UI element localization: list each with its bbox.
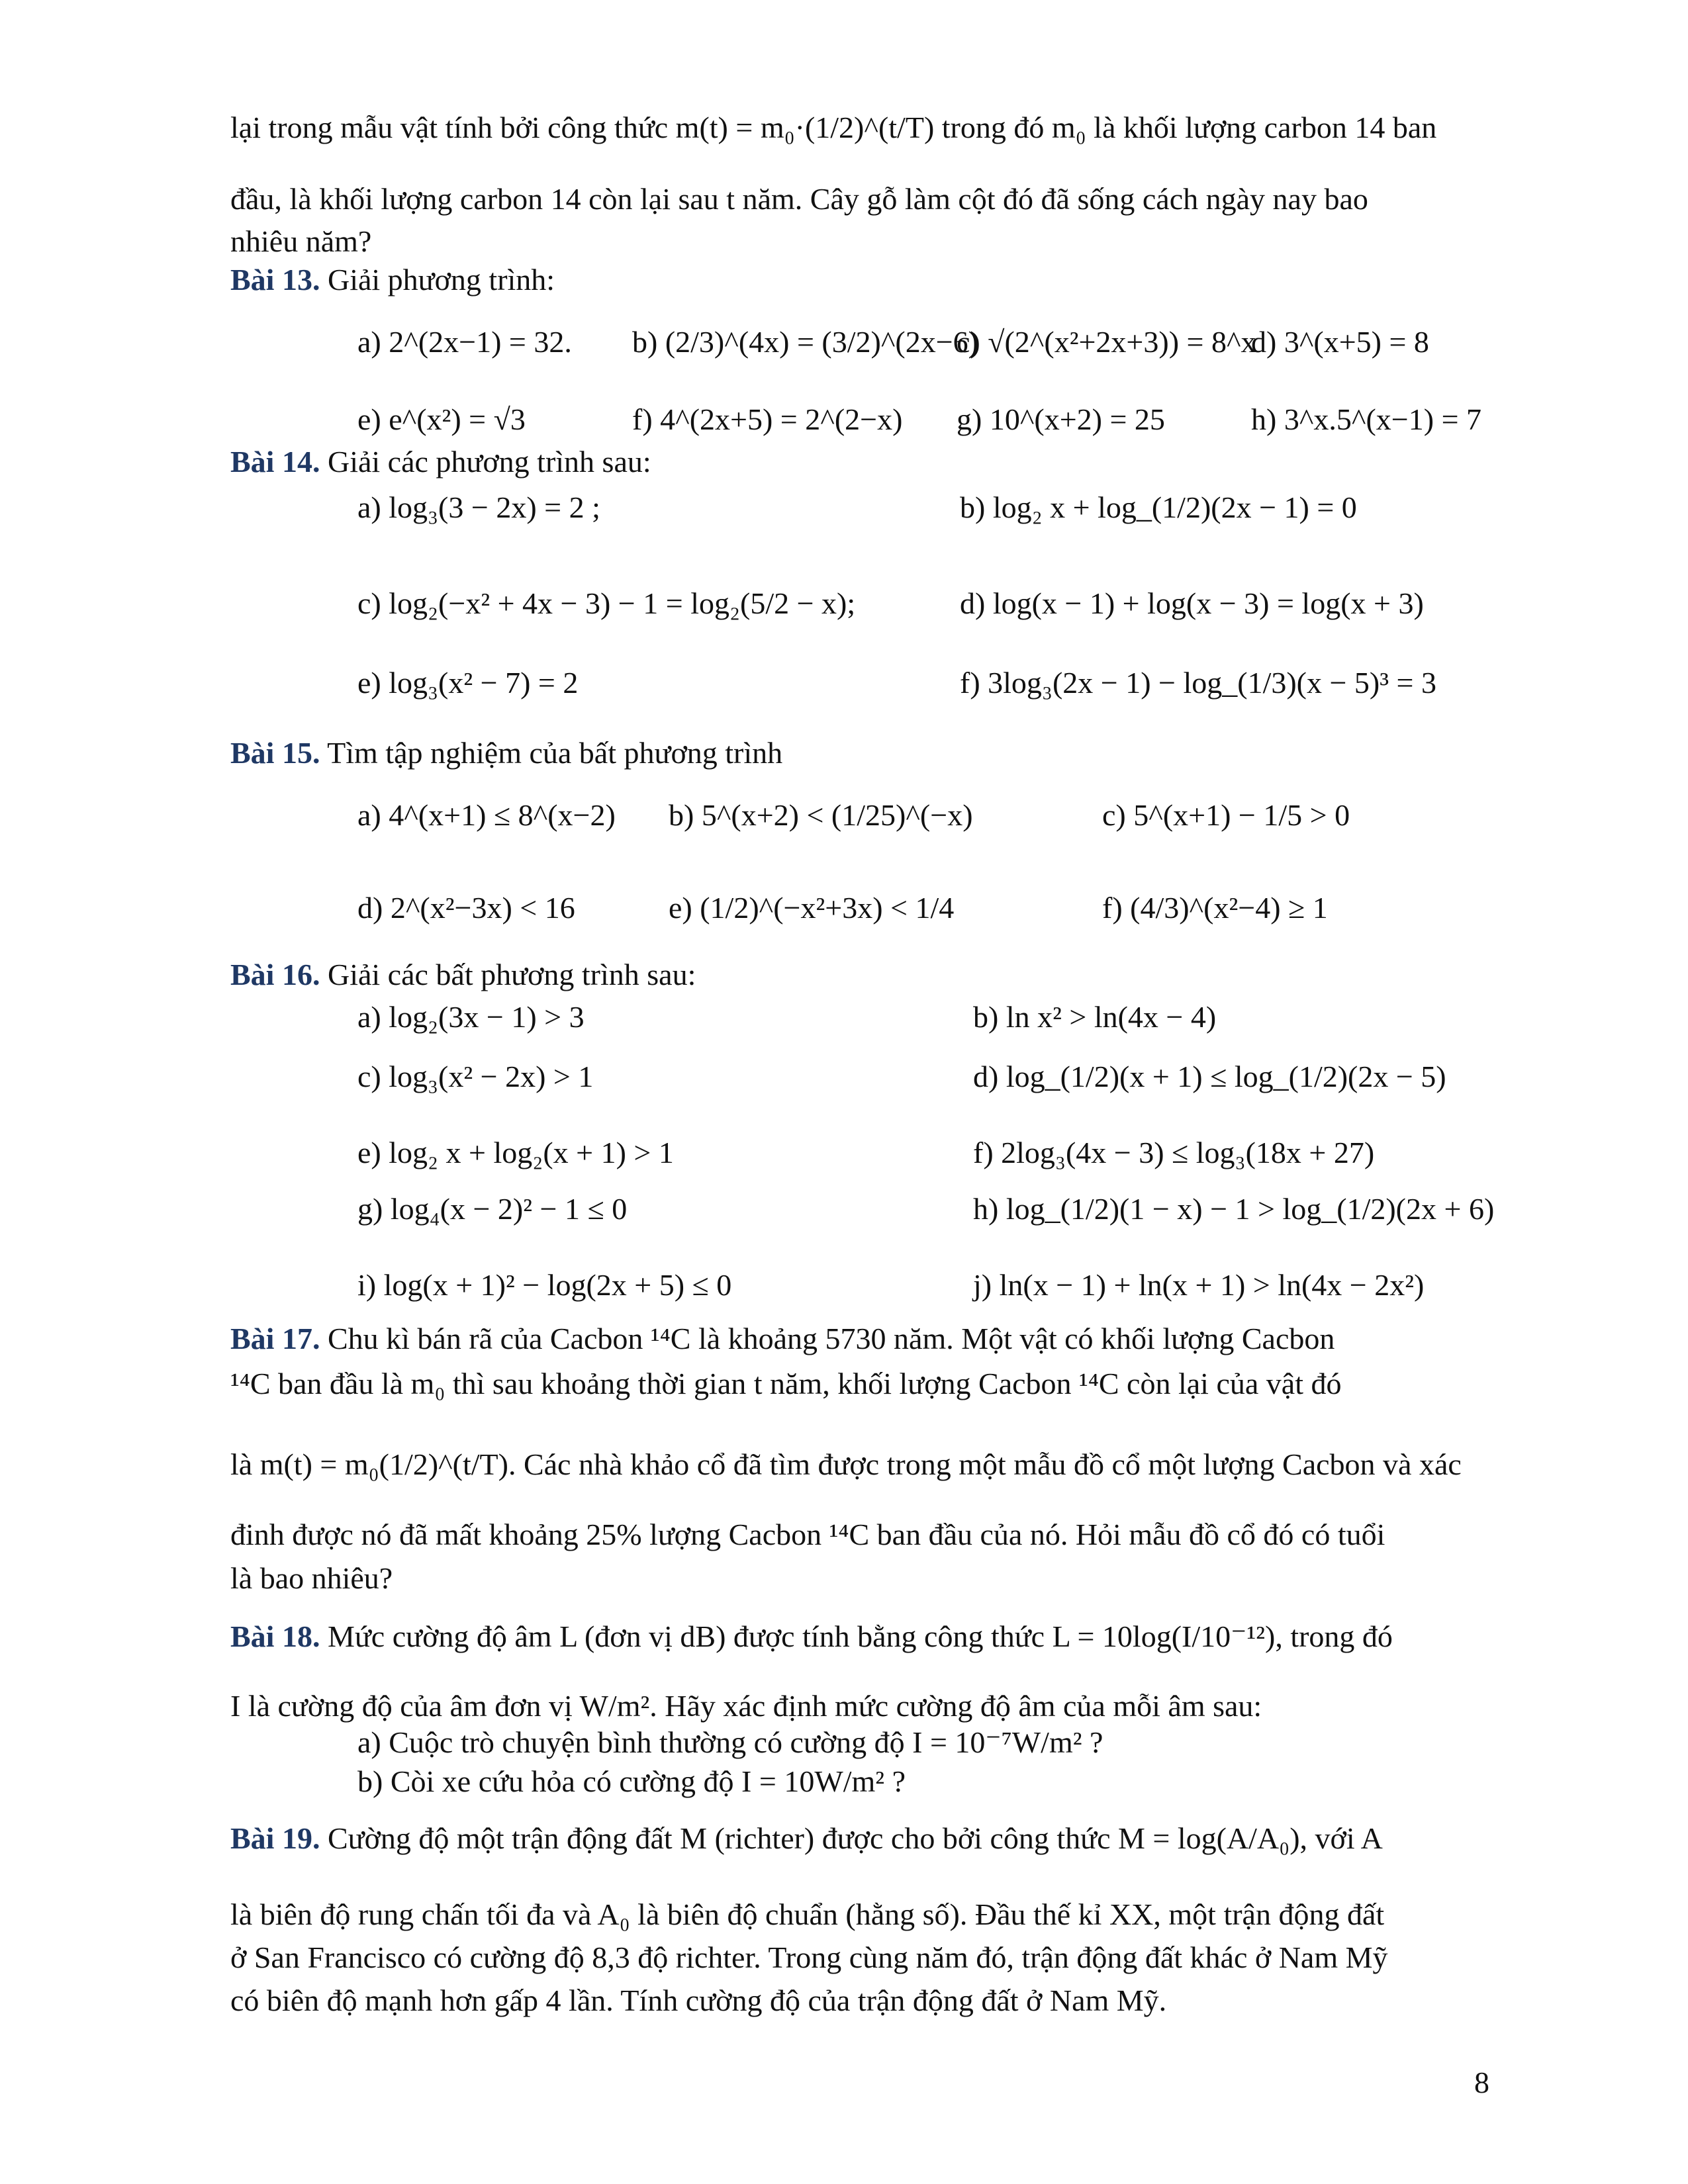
exercise-15-item-a: a) 4^(x+1) ≤ 8^(x−2) <box>357 798 616 832</box>
exercise-16-heading <box>230 953 696 997</box>
exercise-16-item-d: d) log_(1/2)(x + 1) ≤ log_(1/2)(2x − 5) <box>973 1060 1446 1093</box>
exercise-17-line-2: ¹⁴C ban đầu là m₀ thì sau khoảng thời gian t năm, khối lượng Cacbon ¹⁴C còn lại của vật đó <box>230 1367 1342 1400</box>
exercise-16-item-f: f) 2log₃(4x − 3) ≤ log₃(18x + 27) <box>973 1136 1375 1169</box>
exercise-16-item-a: a) log₂(3x − 1) > 3 <box>357 1000 585 1034</box>
exercise-18-text-1: Mức cường độ âm L (đơn vị dB) được tính bằng công thức L = 10log(I/10⁻¹²), trong đó <box>327 1619 1393 1653</box>
intro-line-1: lại trong mẫu vật tính bởi công thức m(t) = m₀·(1/2)^(t/T) trong đó m₀ là khối lượng carbon 14 ban <box>230 111 1437 144</box>
exercise-13-item-d: d) 3^(x+5) = 8 <box>1251 325 1429 359</box>
exercise-18-item-a: a) Cuộc trò chuyện bình thường có cường độ I = 10⁻⁷W/m² ? <box>357 1725 1103 1759</box>
exercise-14-item-d: d) log(x − 1) + log(x − 3) = log(x + 3) <box>960 586 1424 620</box>
exercise-16-item-g: g) log₄(x − 2)² − 1 ≤ 0 <box>357 1192 628 1226</box>
exercise-16-item-b: b) ln x² > ln(4x − 4) <box>973 1000 1217 1034</box>
exercise-16-item-h: h) log_(1/2)(1 − x) − 1 > log_(1/2)(2x + 6) <box>973 1192 1495 1226</box>
exercise-13-item-e: e) e^(x²) = √3 <box>357 402 526 436</box>
exercise-13-item-c: c) √(2^(x²+2x+3)) = 8^x <box>957 325 1256 359</box>
exercise-14-text: Giải các phương trình sau: <box>327 445 651 478</box>
exercise-15-item-c: c) 5^(x+1) − 1/5 > 0 <box>1102 798 1350 832</box>
exercise-19-line-1 <box>230 1817 1497 1861</box>
exercise-17-title: Bài 17. <box>230 1322 320 1355</box>
exercise-14-item-c: c) log₂(−x² + 4x − 3) − 1 = log₂(5/2 − x); <box>357 586 856 620</box>
exercise-19-line-4: có biên độ mạnh hơn gấp 4 lần. Tính cường độ của trận động đất ở Nam Mỹ. <box>230 1983 1167 2017</box>
exercise-13-item-a: a) 2^(2x−1) = 32. <box>357 325 572 359</box>
exercise-13-heading <box>230 258 555 302</box>
exercise-15-item-e: e) (1/2)^(−x²+3x) < 1/4 <box>669 891 955 925</box>
exercise-15-title: Bài 15. <box>230 736 320 770</box>
exercise-18-item-b: b) Còi xe cứu hỏa có cường độ I = 10W/m² ? <box>357 1764 906 1798</box>
exercise-14-title: Bài 14. <box>230 445 320 478</box>
exercise-14-item-f: f) 3log₃(2x − 1) − log_(1/3)(x − 5)³ = 3 <box>960 666 1436 700</box>
intro-line-3: nhiêu năm? <box>230 224 372 258</box>
exercise-19-line-3: ở San Francisco có cường độ 8,3 độ richter. Trong cùng năm đó, trận động đất khác ở Nam Mỹ <box>230 1940 1388 1974</box>
exercise-13-item-g: g) 10^(x+2) = 25 <box>957 402 1165 436</box>
exercise-13-text: Giải phương trình: <box>327 263 555 296</box>
exercise-18-line-2: I là cường độ của âm đơn vị W/m². Hãy xác định mức cường độ âm của mỗi âm sau: <box>230 1689 1262 1723</box>
exercise-14-item-a: a) log₃(3 − 2x) = 2 ; <box>357 490 600 524</box>
exercise-19-text-1: Cường độ một trận động đất M (richter) được cho bởi công thức M = log(A/A₀), với A <box>327 1821 1383 1855</box>
exercise-16-title: Bài 16. <box>230 958 320 991</box>
exercise-15-item-d: d) 2^(x²−3x) < 16 <box>357 891 575 925</box>
exercise-14-heading <box>230 440 651 484</box>
exercise-16-item-c: c) log₃(x² − 2x) > 1 <box>357 1060 594 1093</box>
exercise-18-line-1 <box>230 1615 1497 1659</box>
exercise-17-line-3: là m(t) = m₀(1/2)^(t/T). Các nhà khảo cổ đã tìm được trong một mẫu đồ cổ một lượng Cacbon và xác <box>230 1447 1462 1481</box>
exercise-16-text: Giải các bất phương trình sau: <box>327 958 696 991</box>
exercise-19-title: Bài 19. <box>230 1821 320 1855</box>
intro-line-2: đầu, là khối lượng carbon 14 còn lại sau t năm. Cây gỗ làm cột đó đã sống cách ngày nay bao <box>230 182 1368 216</box>
exercise-15-item-f: f) (4/3)^(x²−4) ≥ 1 <box>1102 891 1328 925</box>
exercise-14-item-b: b) log₂ x + log_(1/2)(2x − 1) = 0 <box>960 490 1357 524</box>
exercise-17-line-5: là bao nhiêu? <box>230 1561 393 1595</box>
exercise-13-item-b: b) (2/3)^(4x) = (3/2)^(2x−6) <box>632 325 978 359</box>
page-number: 8 <box>1474 2066 1489 2099</box>
exercise-13-item-h: h) 3^x.5^(x−1) = 7 <box>1251 402 1482 436</box>
exercise-15-heading <box>230 731 782 776</box>
exercise-16-item-j: j) ln(x − 1) + ln(x + 1) > ln(4x − 2x²) <box>973 1268 1425 1302</box>
exercise-19-line-2: là biên độ rung chấn tối đa và A₀ là biên độ chuẩn (hằng số). Đầu thế kỉ XX, một trận động đất <box>230 1897 1385 1931</box>
exercise-13-item-f: f) 4^(2x+5) = 2^(2−x) <box>632 402 903 436</box>
exercise-13-title: Bài 13. <box>230 263 320 296</box>
exercise-14-item-e: e) log₃(x² − 7) = 2 <box>357 666 579 700</box>
exercise-16-item-i: i) log(x + 1)² − log(2x + 5) ≤ 0 <box>357 1268 732 1302</box>
exercise-17-line-4: đinh được nó đã mất khoảng 25% lượng Cacbon ¹⁴C ban đầu của nó. Hỏi mẫu đồ cổ đó có tuổi <box>230 1518 1385 1551</box>
exercise-15-text: Tìm tập nghiệm của bất phương trình <box>327 736 783 770</box>
exercise-16-item-e: e) log₂ x + log₂(x + 1) > 1 <box>357 1136 674 1169</box>
exercise-17-line-1 <box>230 1317 1497 1361</box>
exercise-17-text-1: Chu kì bán rã của Cacbon ¹⁴C là khoảng 5730 năm. Một vật có khối lượng Cacbon <box>327 1322 1335 1355</box>
exercise-15-item-b: b) 5^(x+2) < (1/25)^(−x) <box>669 798 973 832</box>
exercise-18-title: Bài 18. <box>230 1619 320 1653</box>
